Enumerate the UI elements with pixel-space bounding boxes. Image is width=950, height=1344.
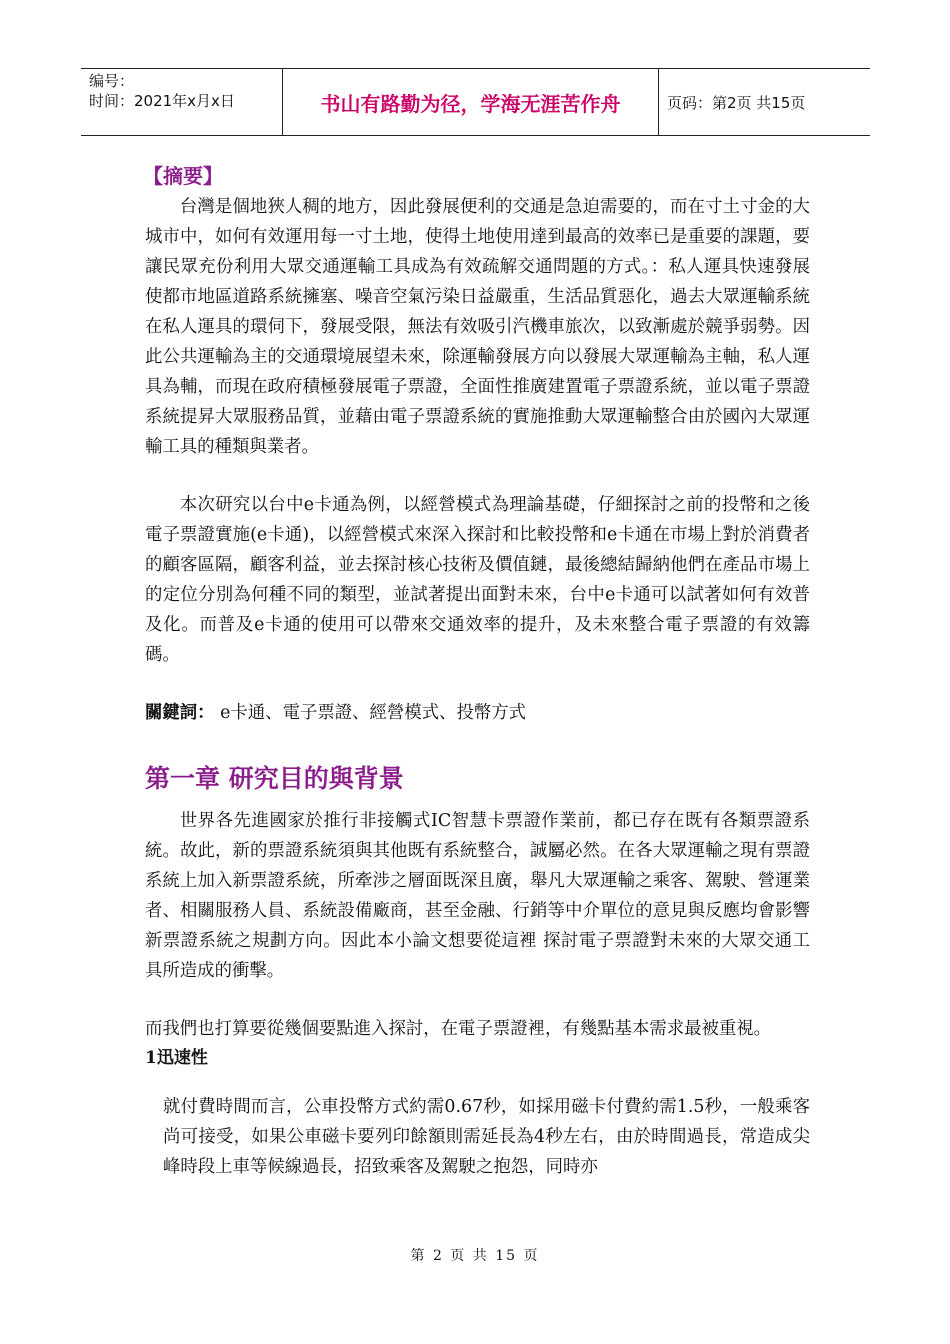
abstract-title: 【摘要】 bbox=[143, 164, 223, 188]
chapter-paragraph: 而我們也打算要從幾個要點進入探討，在電子票證裡，有幾點基本需求最被重視。 bbox=[145, 1019, 772, 1039]
header-page-info: 页码：第2页 共15页 bbox=[667, 93, 806, 112]
keywords-label: 關鍵詞： bbox=[145, 703, 215, 723]
chapter-title: 第一章 研究目的與背景 bbox=[145, 764, 404, 793]
keywords bbox=[145, 698, 810, 728]
section-title: 1迅速性 bbox=[145, 1048, 208, 1068]
keywords-text: e卡通、電子票證、經營模式、投幣方式 bbox=[220, 703, 527, 723]
header-meta bbox=[81, 69, 283, 135]
chapter-paragraph: 世界各先進國家於推行非接觸式IC智慧卡票證作業前，都已存在既有各類票證系統。故此，新的票證系統須與其他既有系統整合，誠屬必然。在各大眾運輸之現有票證系統上加入新票證系統，所牽涉之層面既深且廣，舉凡大眾運輸之乘客、駕駛、營運業者、相關服務人員、系統設備廠商，甚至金融、行銷等中介單位的意見與反應均會影響新票證系統之規劃方向。因此本小論文想要從這裡 探討電子票證對未來的大眾交通工具所造成的衝擊。 bbox=[145, 811, 810, 981]
header-motto: 书山有路勤为径，学海无涯苦作舟 bbox=[283, 69, 659, 135]
doc-number: 编号： bbox=[89, 72, 135, 90]
abstract-paragraph: 本次研究以台中e卡通為例，以經營模式為理論基礎，仔細探討之前的投幣和之後電子票證實施(e卡通)，以經營模式來深入探討和比較投幣和e卡通在市場上對於消費者的顧客區隔，顧客利益，並去探討核心技術及價值鏈，最後總結歸納他們在產品市場上的定位分別為何種不同的類型，並試著提出面對未來，台中e卡通可以試著如何有效普及化。而普及e卡通的使用可以帶來交通效率的提升，及未來整合電子票證的有效籌碼。 bbox=[145, 495, 810, 665]
page-footer: 第 2 页 共 15 页 bbox=[410, 1248, 540, 1264]
abstract-paragraph: 台灣是個地狹人稠的地方，因此發展便利的交通是急迫需要的，而在寸土寸金的大城市中，如何有效運用每一寸土地，使得土地使用達到最高的效率已是重要的課題，要讓民眾充份利用大眾交通運輸工具成為有效疏解交通問題的方式。：私人運具快速發展使都市地區道路系統擁塞、噪音空氣污染日益嚴重，生活品質惡化，過去大眾運輸系統在私人運具的環伺下，發展受限，無法有效吸引汽機車旅次，以致漸處於競爭弱勢。因此公共運輸為主的交通環境展望未來，除運輸發展方向以發展大眾運輸為主軸，私人運具為輔，而現在政府積極發展電子票證，全面性推廣建置電子票證系統，並以電子票證系統提昇大眾服務品質，並藉由電子票證系統的實施推動大眾運輸整合由於國內大眾運輸工具的種類與業者。 bbox=[145, 197, 810, 457]
page-header bbox=[81, 68, 870, 136]
page-body bbox=[145, 160, 810, 1182]
section-paragraph: 就付費時間而言，公車投幣方式約需0.67秒，如採用磁卡付費約需1.5秒，一般乘客尚可接受，如果公車磁卡要列印餘額則需延長為4秒左右，由於時間過長，常造成尖峰時段上車等候線過長，招致乘客及駕駛之抱怨，同時亦 bbox=[163, 1097, 810, 1177]
doc-date: 时间：2021年x月x日 bbox=[89, 92, 235, 110]
